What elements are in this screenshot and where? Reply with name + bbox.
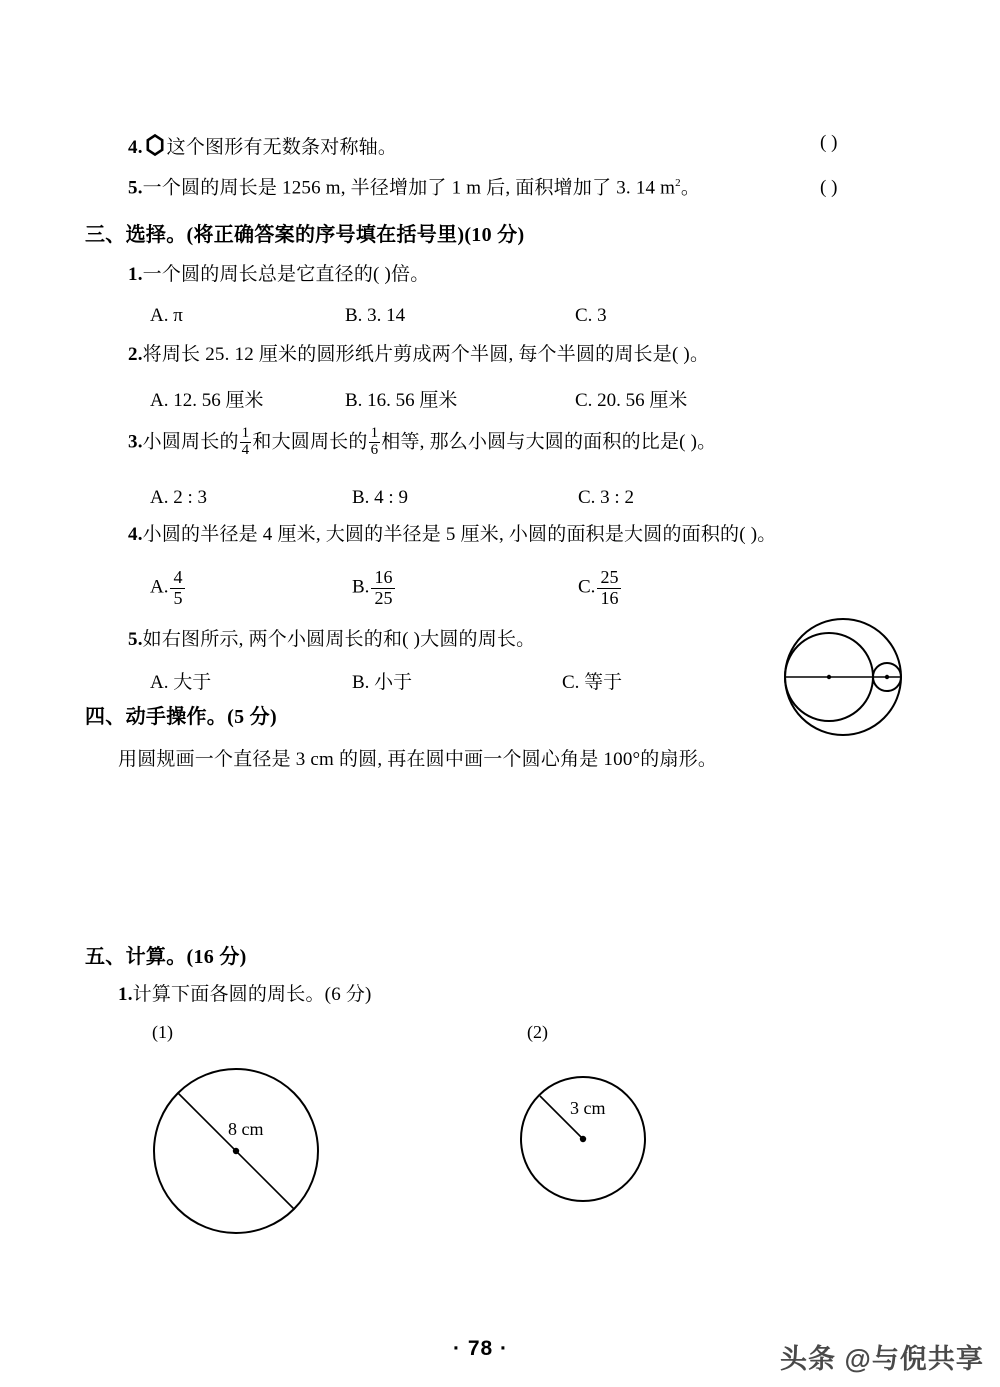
circle-figure-2-measure-label: 3 cm [570, 1098, 606, 1118]
choice-q3-number: 3. [128, 431, 143, 453]
fraction-numerator: 25 [600, 567, 619, 587]
choice-q4-option-a-label: A. [150, 576, 169, 598]
fraction-denominator: 5 [170, 588, 185, 609]
section-4-body: 用圆规画一个直径是 3 cm 的圆, 再在圆中画一个圆心角是 100°的扇形。 [118, 749, 718, 770]
choice-q5-number: 5. [128, 629, 143, 650]
fraction-denominator: 16 [597, 588, 621, 609]
section-5-heading [85, 940, 247, 969]
section-3-title: 三、选择。 [85, 224, 187, 246]
circle-figure-1-measure-label: 8 cm [228, 1119, 264, 1139]
choice-q3-fraction-one-quarter [240, 426, 252, 459]
watermark-text: 头条 @与倪共享 [780, 1344, 984, 1374]
choice-q1-text: 一个圆的周长总是它直径的( )倍。 [142, 264, 430, 285]
choice-q2-number: 2. [128, 344, 143, 365]
choice-q2-option-c[interactable]: C. 20. 56 厘米 [575, 390, 688, 411]
choice-q5-text: 如右图所示, 两个小圆周长的和( )大圆的周长。 [142, 629, 536, 650]
choice-q5-option-b[interactable]: B. 小于 [352, 672, 413, 693]
section-4-title: 四、动手操作。 [85, 706, 228, 728]
choice-q4-option-b[interactable] [352, 568, 397, 609]
section-5-title: 五、计算。 [85, 946, 187, 968]
choice-q2-stem [128, 345, 709, 364]
judge-item-5-text-after: 。 [680, 177, 701, 199]
section-5-note: (16 分) [186, 946, 247, 968]
choice-q4-option-c[interactable] [578, 568, 623, 609]
fraction-denominator: 6 [370, 441, 379, 458]
section-5-question-1 [118, 985, 372, 1004]
judge-item-4-text: 这个图形有无数条对称轴。 [166, 137, 398, 158]
fraction-numerator: 4 [173, 567, 183, 587]
choice-q4-fraction-a [170, 568, 185, 609]
choice-q4-stem [128, 525, 776, 544]
choice-q3-text-3: 相等, 那么小圆与大圆的面积的比是( )。 [381, 431, 717, 453]
judge-item-4-number: 4. [128, 137, 143, 158]
section-5-q1-number: 1. [118, 984, 133, 1005]
choice-q1-option-c[interactable]: C. 3 [575, 305, 607, 326]
choice-q3-option-c[interactable]: C. 3 : 2 [578, 487, 634, 508]
choice-q1-number: 1. [128, 264, 143, 285]
choice-q3-option-b[interactable]: B. 4 : 9 [352, 487, 408, 508]
choice-q1-stem [128, 265, 429, 284]
choice-q5-stem [128, 630, 535, 649]
figure-2-label: (2) [527, 1022, 548, 1042]
judge-item-5-text-before: 一个圆的周长是 1256 m, 半径增加了 1 m 后, 面积增加了 3. 14 m [142, 177, 676, 199]
hexagon-shape-icon [143, 133, 167, 157]
judge-item-5-superscript: 2 [675, 177, 681, 189]
section-5-q1-points: (6 分) [324, 984, 372, 1005]
section-4-heading [85, 700, 277, 729]
figure-1-label: (1) [152, 1022, 173, 1042]
choice-q3-fraction-one-sixth [369, 426, 381, 459]
fraction-numerator: 16 [374, 567, 393, 587]
choice-q4-fraction-b [371, 568, 395, 609]
choice-q4-option-a[interactable] [150, 568, 187, 609]
choice-q4-number: 4. [128, 524, 143, 545]
section-4-note: (5 分) [227, 706, 277, 728]
choice-q4-option-c-label: C. [578, 576, 596, 598]
judge-item-5 [128, 178, 700, 197]
judge-item-5-number: 5. [128, 177, 143, 199]
fraction-denominator: 25 [371, 588, 395, 609]
choice-q1-option-b[interactable]: B. 3. 14 [345, 305, 406, 326]
choice-q2-option-a[interactable]: A. 12. 56 厘米 [150, 390, 264, 411]
judge-item-4 [128, 133, 397, 157]
page-number: · 78 · [453, 1337, 509, 1360]
choice-q3-text-1: 小圆周长的 [142, 431, 239, 453]
choice-q2-text: 将周长 25. 12 厘米的圆形纸片剪成两个半圆, 每个半圆的周长是( )。 [142, 344, 710, 365]
fraction-numerator: 1 [370, 425, 379, 441]
choice-q3-text-2: 和大圆周长的 [252, 431, 368, 453]
choice-q4-fraction-c [597, 568, 621, 609]
choice-q1-option-a[interactable]: A. π [150, 305, 183, 326]
judge-item-4-answer-blank[interactable]: ( ) [820, 132, 838, 153]
section-5-q1-text: 计算下面各圆的周长。 [132, 984, 325, 1005]
choice-q5-option-a[interactable]: A. 大于 [150, 672, 212, 693]
judge-item-5-answer-blank[interactable]: ( ) [820, 177, 838, 198]
choice-q5-option-c[interactable]: C. 等于 [562, 672, 623, 693]
fraction-denominator: 4 [241, 441, 250, 458]
circle-figure-2 [520, 1063, 665, 1218]
fraction-numerator: 1 [241, 425, 250, 441]
two-small-circles-in-big-circle-diagram [778, 612, 908, 742]
choice-q3-stem [128, 427, 716, 460]
choice-q4-option-b-label: B. [352, 576, 370, 598]
circle-figure-1 [148, 1055, 338, 1250]
choice-q2-option-b[interactable]: B. 16. 56 厘米 [345, 390, 458, 411]
section-3-heading [85, 218, 524, 247]
choice-q4-text: 小圆的半径是 4 厘米, 大圆的半径是 5 厘米, 小圆的面积是大圆的面积的( )。 [142, 524, 777, 545]
section-3-note: (将正确答案的序号填在括号里)(10 分) [186, 224, 525, 246]
choice-q3-option-a[interactable]: A. 2 : 3 [150, 487, 207, 508]
